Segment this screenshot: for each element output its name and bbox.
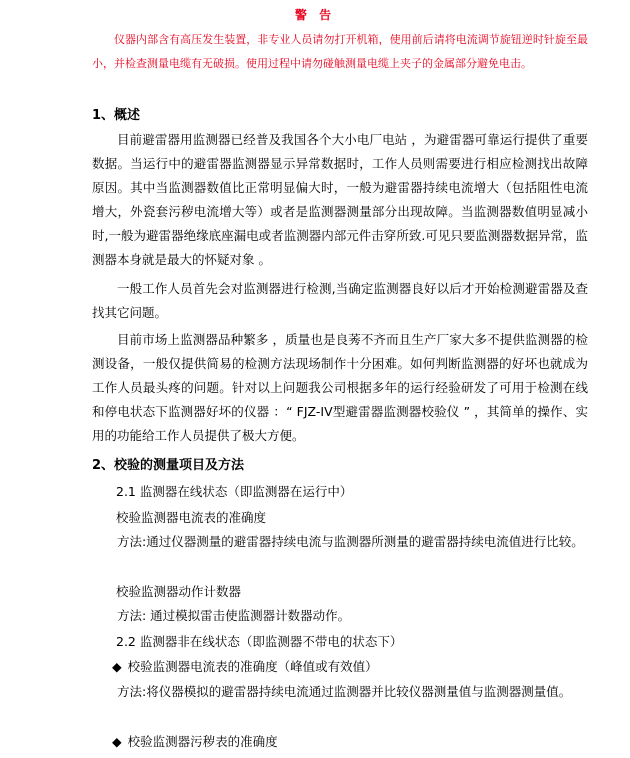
diamond-bullet-icon: ◆	[112, 734, 122, 749]
bullet-text: 校验监测器污秽表的准确度	[127, 734, 278, 749]
item-action-counter: 校验监测器动作计数器	[116, 584, 242, 599]
diamond-bullet-icon: ◆	[112, 659, 122, 674]
section-1-heading: 1、概述	[92, 108, 141, 123]
bullet-text: 校验监测器电流表的准确度（峰值或有效值）	[127, 659, 378, 674]
overview-paragraph-3: 目前市场上监测器品种繁多 ，质量也是良莠不齐而且生产厂家大多不提供监测器的检测设备，一般仅提供简易的检测方法现场制作十分困难。如何判断监测器的好坏也就成为工作人员最头疼的问题。针对以上问题我公司根据多年的运行经验研发了可用于检测在线和停电状态下监测器好坏的仪器 ：“ FJZ-IV型避雷器监测器校验仪 ” ，其简单的操作、实用的功能给工作人员提供了极大方便。	[92, 332, 588, 443]
overview-paragraph-1: 目前避雷器用监测器已经普及我国各个大小电厂电站 ，为避雷器可靠运行提供了重要数据。当运行中的避雷器监测器显示异常数据时，工作人员则需要进行相应检测找出故障原因。其中当监测器数值比正常明显偏大时，一般为避雷器持续电流增大（包括阻性电流增大，外瓷套污秽电流增大等）或者是监测器测量部分出现故障。当监测器数值明显减小时,一般为避雷器绝缘底座漏电或者监测器内部元件击穿所致.可见只要监测器数据异常，监测器本身就是最大的怀疑对象 。	[92, 132, 588, 267]
bullet-pollution-meter	[112, 730, 278, 754]
bullet-ammeter-peak	[112, 655, 378, 679]
overview-paragraph-2: 一般工作人员首先会对监测器进行检测,当确定监测器良好以后才开始检测避雷器及查找其它问题。	[92, 281, 588, 320]
method-3: 方法:将仪器模拟的避雷器持续电流通过监测器并比较仪器测量值与监测器测量值。	[117, 684, 572, 699]
item-ammeter-accuracy: 校验监测器电流表的准确度	[116, 510, 267, 525]
section-2-heading: 2、校验的测量项目及方法	[92, 458, 245, 473]
subsection-2-2: 2.2 监测器非在线状态（即监测器不带电的状态下）	[116, 634, 403, 649]
warning-text: 仪器内部含有高压发生装置，非专业人员请勿打开机箱，使用前后请将电流调节旋钮逆时针旋至最小，并检查测量电缆有无破损。使用过程中请勿碰触测量电缆上夹子的金属部分避免电击。	[92, 33, 588, 70]
method-2: 方法: 通过模拟雷击使监测器计数器动作。	[117, 608, 351, 623]
warning-title: 警 告	[294, 8, 336, 22]
method-1: 方法:通过仪器测量的避雷器持续电流与监测器所测量的避雷器持续电流值进行比较。	[117, 534, 584, 549]
subsection-2-1: 2.1 监测器在线状态（即监测器在运行中）	[116, 484, 353, 499]
